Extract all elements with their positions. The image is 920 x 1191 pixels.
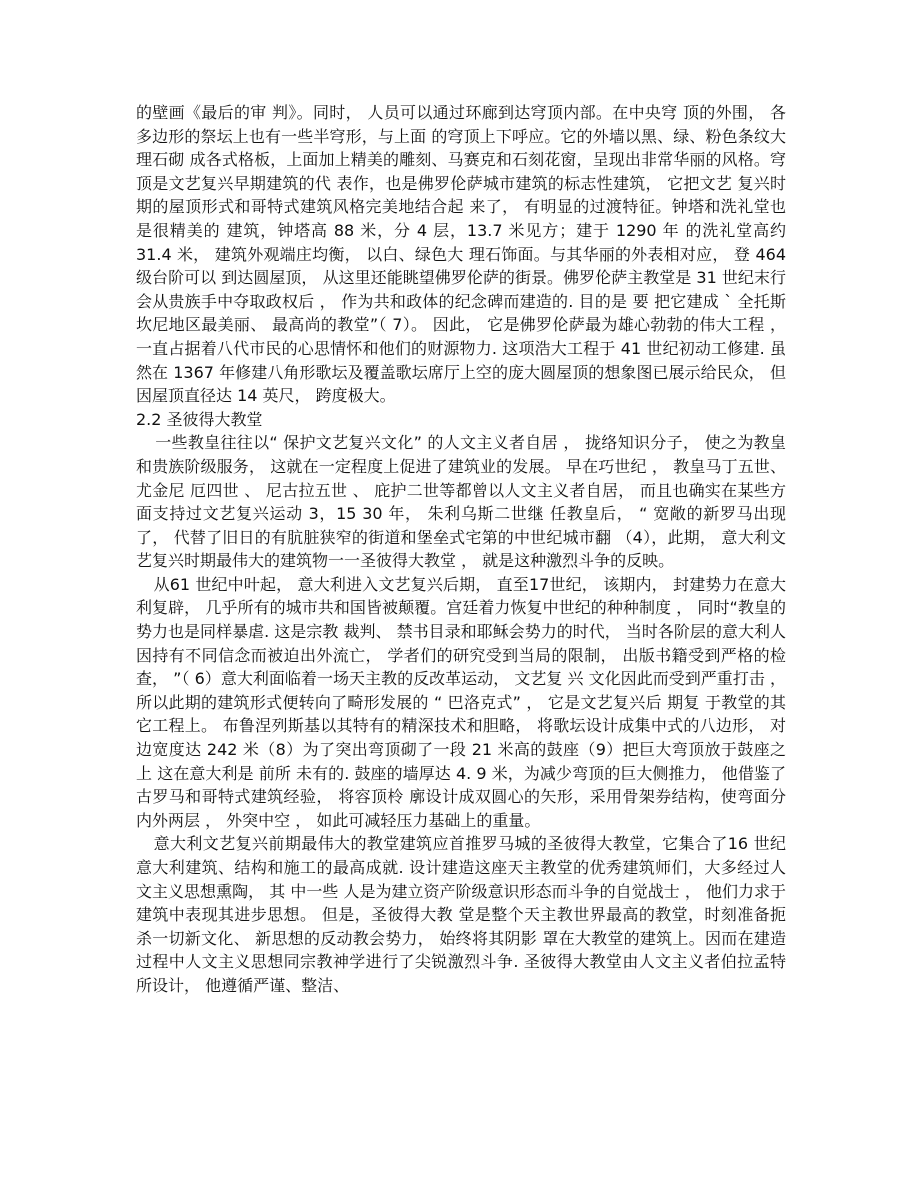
paragraph-4: 意大利文艺复兴前期最伟大的教堂建筑应首推罗马城的圣彼得大教堂，它集合了16 世纪意大利建筑、结构和施工的最高成就. 设计建造这座天主教堂的优秀建筑师们，大多经过人文主义思想熏陶， 其 中一些 人是为建立资产阶级意识形态而斗争的自觉战士 ， 他们力求于建筑中表现其进步思想。 但是，圣彼得大教 堂是整个天主教世界最高的教堂，时刻准备扼杀一切新文化、 新思想的反动教会势力， 始终将其阴影 罩在大教堂的建筑上。因而在建造过程中人文主义思想同宗教神学进行了尖锐激烈斗争. 圣彼得大教堂由人文主义者伯拉孟特所设计， 他遵循严谨、整洁、 (136, 834, 786, 995)
body-text (136, 101, 786, 998)
paragraph-3: 从61 世纪中叶起， 意大利进入文艺复兴后期， 直至17世纪， 该期内， 封建势力在意大利复辟， 几乎所有的城市共和国皆被颠覆。宫廷着力恢复中世纪的种种制度 ， 同时“教皇的势力也是同样暴虐. 这是宗教 裁判、 禁书目录和耶稣会势力的时代， 当时各阶层的意大利人因持有不同信念而被迫出外流亡， 学者们的研究受到当局的限制， 出版书籍受到严格的检查， ”（ 6）意大利面临着一场天主教的反改革运动， 文艺复 兴 文化因此而受到严重打击 ， 所以此期的建筑形式便转向了畸形发展的 “ 巴洛克式” ， 它是文艺复兴后 期复 于教堂的其它工程上。 布鲁涅列斯基以其特有的精深技术和胆略， 将歌坛设计成集中式的八边形， 对边宽度达 242 米（8）为了突出弯顶砌了一段 21 米高的鼓座（9）把巨大弯顶放于鼓座之上 这在意大利是 前所 未有的. 鼓座的墙厚达 4. 9 米，为减少弯顶的巨大侧推力， 他借鉴了古罗马和哥特式建筑经验， 将容顶柃 廓设计成双圆心的矢形，采用骨架券结构，使弯面分内外两层 ， 外突中空 ， 如此可减轻压力基础上的重量。 (136, 574, 786, 830)
paragraph-2: 一些教皇往往以“ 保护文艺复兴文化” 的人文主义者自居 ， 拢络知识分子， 使之为教皇和贵族阶级服务， 这就在一定程度上促进了建筑业的发展。 早在巧世纪 ， 教皇马丁五世、 尤金尼 厄四世 、 尼古拉五世 、 庇护二世等都曾以人文主义者自居， 而且也确实在某些方面支持过文艺复兴运动 3，15 30 年， 朱利乌斯二世继 任教皇后， “ 宽敞的新罗马出现了， 代替了旧日的有肮脏狭窄的街道和堡垒式宅第的中世纪城市翻 （4），此期， 意大利文艺复兴时期最伟大的建筑物一一圣彼得大教堂 ， 就是这种激烈斗争的反映。 (136, 433, 786, 571)
section-heading: 2.2 圣彼得大教堂 (136, 409, 263, 429)
paragraph-1: 的壁画《最后的审 判》。同时， 人员可以通过环廊到达穹顶内部。在中央穹 顶的外围， 各多边形的祭坛上也有一些半穹形，与上面 的穹顶上下呼应。它的外墙以黑、绿、粉色条纹大理石砌 成各式格板，上面加上精美的雕刻、马赛克和石刻花窗，呈现出非常华丽的风格。穹顶是文艺复兴早期建筑的代 表作，也是佛罗伦萨城市建筑的标志性建筑， 它把文艺 复兴时期的屋顶形式和哥特式建筑风格完美地结合起 来了， 有明显的过渡特征。钟塔和洗礼堂也是很精美的 建筑，钟塔高 88 米，分 4 层，13.7 米见方；建于 1290 年 的洗礼堂高约 31.4 米， 建筑外观端庄均衡， 以白、绿色大 理石饰面。与其华丽的外表相对应， 登 464 级台阶可以 到达圆屋顶， 从这里还能眺望佛罗伦萨的街景。佛罗伦萨主教堂是 31 世纪末行会从贵族手中夺取政权后 ， 作为共和政体的纪念碑而建造的. 目的是 要 把它建成 ` 全托斯坎尼地区最美丽、 最高尚的教堂”（ 7）。 因此， 它是佛罗伦萨最为雄心勃勃的伟大工程 ， 一直占据着八代市民的心思情怀和他们的财源物力. 这项浩大工程于 41 世纪初动工修建. 虽然在 1367 年修建八角形歌坛及覆盖歌坛席厅上空的庞大圆屋顶的想象图已展示给民众， 但因屋顶直径达 14 英尺， 跨度极大。 (136, 103, 786, 406)
